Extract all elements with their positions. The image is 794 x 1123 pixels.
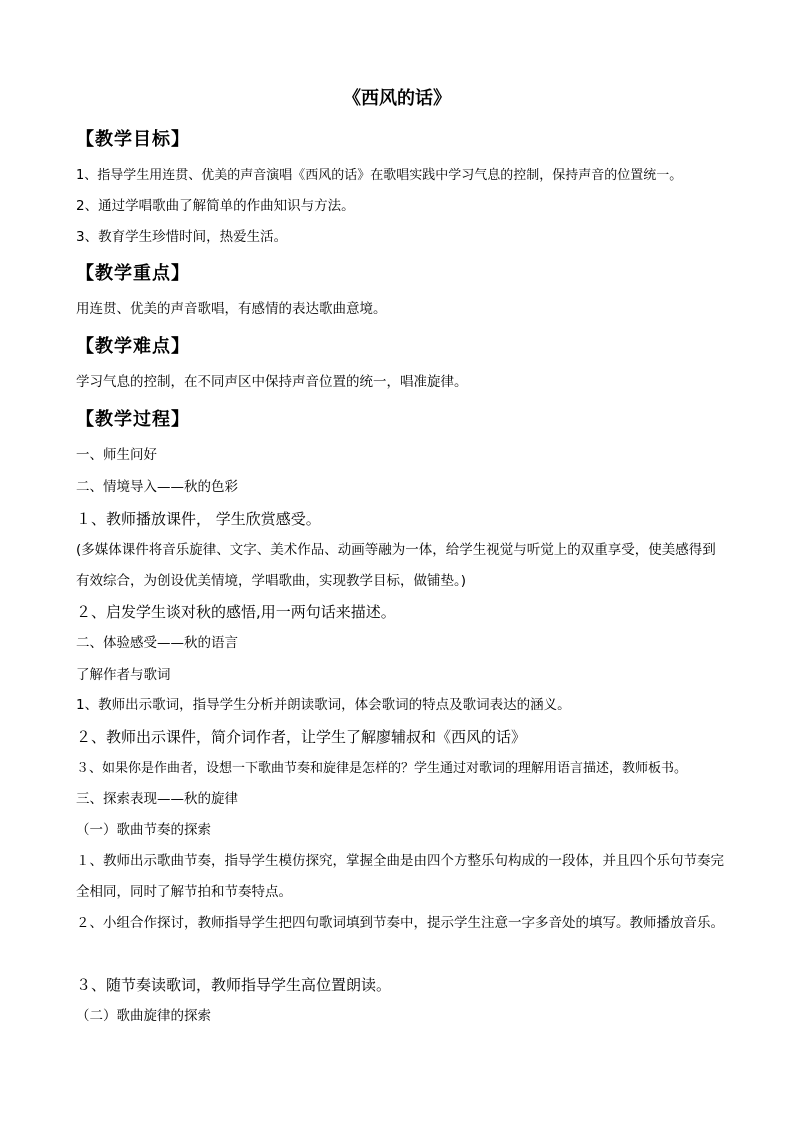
process-paragraph-4: (多媒体课件将音乐旋律、文字、美术作品、动画等融为一体，给学生视觉与听觉上的双重享受，使美感得到有效综合，为创设优美情境，学唱歌曲，实现教学目标，做铺垫。) [76,542,716,589]
process-line-15: ３、随节奏读歌词，教师指导学生高位置朗读。 [76,976,392,994]
process-line-7: 了解作者与歌词 [76,667,171,683]
process-line-11: 三、探索表现——秋的旋律 [76,791,238,807]
heading-teaching-process: 【教学过程】 [76,409,190,430]
key-points-text: 用连贯、优美的声音歌唱，有感情的表达歌曲意境。 [76,301,387,317]
process-line-9: ２、教师出示课件，简介词作者，让学生了解廖辅叔和《西风的话》 [76,728,527,746]
process-line-3: １、教师播放课件， 学生欣赏感受。 [76,510,321,528]
process-line-16: （二）歌曲旋律的探索 [76,1008,211,1024]
process-line-10: ３、如果你是作曲者，设想一下歌曲节奏和旋律是怎样的？学生通过对歌词的理解用语言描述，教师板书。 [76,761,688,776]
goal-item-1: 1、指导学生用连贯、优美的声音演唱《西风的话》在歌唱实践中学习气息的控制，保持声音的位置统一。 [76,168,683,183]
process-paragraph-14: ２、小组合作探讨，教师指导学生把四句歌词填到节奏中，提示学生注意一字多音处的填写。教师播放音乐。 [76,915,724,931]
document-title: 《西风的话》 [343,88,451,109]
heading-teaching-goals: 【教学目标】 [76,129,190,150]
goal-item-2: 2、通过学唱歌曲了解简单的作曲知识与方法。 [76,198,355,214]
process-line-5: ２、启发学生谈对秋的感悟,用一两句话来描述。 [76,603,396,621]
process-line-8: 1、教师出示歌词，指导学生分析并朗读歌词，体会歌词的特点及歌词表达的涵义。 [76,697,571,713]
heading-difficulties: 【教学难点】 [76,336,190,357]
heading-key-points: 【教学重点】 [76,263,190,284]
process-line-12: （一）歌曲节奏的探索 [76,822,211,838]
process-line-2: 二、情境导入——秋的色彩 [76,479,238,495]
goal-item-3: 3、教育学生珍惜时间，热爱生活。 [76,229,288,245]
process-paragraph-13: １、教师出示歌曲节奏，指导学生模仿探究，掌握全曲是由四个方整乐句构成的一段体，并且四个乐句节奏完全相同，同时了解节拍和节奏特点。 [76,853,724,900]
process-line-6: 二、体验感受——秋的语言 [76,635,238,651]
process-line-1: 一、师生问好 [76,447,157,463]
difficulties-text: 学习气息的控制，在不同声区中保持声音位置的统一，唱准旋律。 [76,374,468,390]
